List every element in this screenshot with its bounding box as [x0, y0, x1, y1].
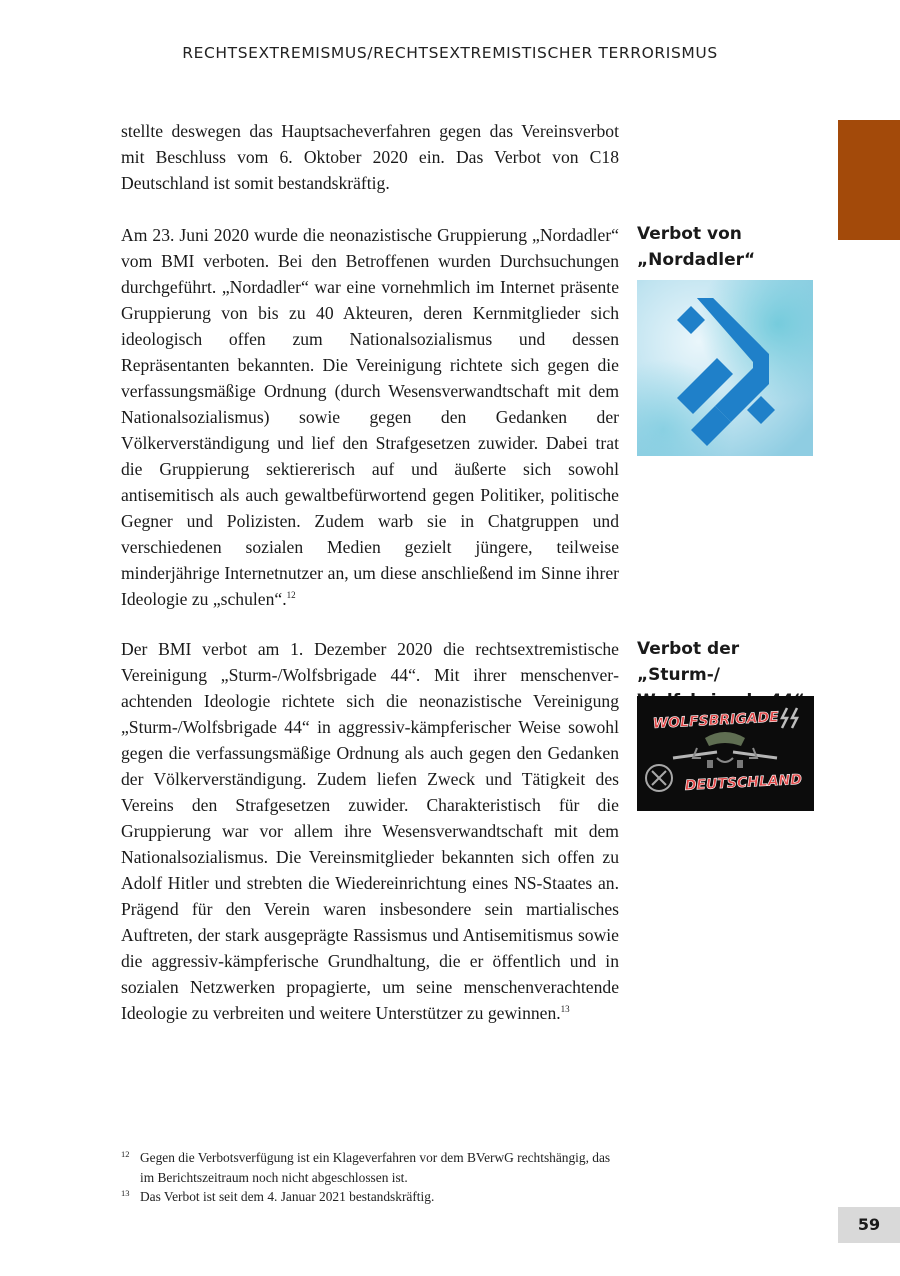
page-number: 59: [838, 1207, 900, 1243]
running-header: RECHTSEXTREMISMUS/RECHTSEXTREMISTISCHER TERRORISMUS: [182, 44, 718, 62]
margin-heading-wolfsbrigade-line1: Verbot der „Sturm-/: [637, 639, 740, 685]
wolfsbrigade-logo-bottom-text: DEUTSCHLAND: [684, 771, 803, 794]
margin-heading-nordadler-line1: Verbot von: [637, 224, 742, 244]
wolfsbrigade-logo-top-text: WOLFSBRIGADE: [652, 709, 780, 732]
footnote-12: [121, 1148, 621, 1187]
footnote-text: Gegen die Verbotsverfügung ist ein Klageverfahren vor dem BVerwG rechtshängig, das im Berichtszeitraum noch nicht abgeschlossen ist.: [140, 1150, 611, 1185]
nordadler-logo-icon: [637, 280, 813, 456]
body-paragraph-nordadler: [121, 222, 619, 612]
body-paragraph-1: [121, 118, 619, 196]
margin-heading-nordadler: [637, 221, 817, 273]
margin-heading-nordadler-line2: „Nordadler“: [637, 250, 756, 270]
footnote-ref-12[interactable]: 12: [286, 590, 296, 600]
footnotes: [121, 1148, 621, 1207]
footnote-number: 12: [121, 1149, 130, 1159]
body-paragraph-1-text: stellte deswegen das Hauptsacheverfahren gegen das Vereinsverbot mit Beschluss vom 6. Oktober 2020 ein. Das Verbot von C18 Deutschland ist somit bestandskräftig.: [121, 121, 619, 193]
wolfsbrigade-logo-image: [637, 696, 814, 811]
body-paragraph-wolfsbrigade-text: Der BMI verbot am 1. Dezember 2020 die rechtsextremistische Vereinigung „Sturm-/Wolfsbrigade 44“. Mit ihrer menschenverachtenden Ideologie richtete sich die neonazistische Vereinigung „Sturm-/Wolfsbrigade 44“ in aggressiv-kämpferischer Weise sowohl gegen die verfassungsmäßige Ordnung als auch gegen den Gedanken der Völkerverständigung. Zudem liefen Zweck und Tätigkeit des Vereins den Strafgesetzen zuwider. Charakteristisch für die Gruppierung war vor allem ihre Wesensverwandtschaft mit dem Nationalsozialismus. Die Vereinsmitglieder bekannten sich offen zu Adolf Hitler und strebten die Wiedereinrichtung eines NS-Staates an. Prägend für den Verein waren insbesondere sein martialisches Auftreten, der stark ausgeprägte Rassismus und Antisemitismus sowie die aggressiv-kämpferische Grundhaltung, die er öffentlich und in sozialen Netzwerken propagierte, um seine menschenverachtende Ideologie zu verbreiten und weitere Unterstützer zu gewinnen.: [121, 639, 619, 1023]
nordadler-logo-image: [637, 280, 813, 456]
chapter-tab: [838, 120, 900, 240]
footnote-13: [121, 1187, 621, 1207]
footnote-ref-13[interactable]: 13: [560, 1004, 570, 1014]
footnote-number: 13: [121, 1188, 130, 1198]
footnote-text: Das Verbot ist seit dem 4. Januar 2021 bestandskräftig.: [140, 1189, 435, 1204]
body-paragraph-wolfsbrigade: [121, 636, 619, 1026]
body-paragraph-nordadler-text: Am 23. Juni 2020 wurde die neonazistische Gruppierung „Nordadler“ vom BMI verboten. Bei den Betroffenen wurden Durchsuchungen durchgeführt. „Nordadler“ war eine vornehmlich im Internet präsente Gruppierung von bis zu 40 Akteuren, deren Kernmitglieder sich ideologisch offen zum Nationalsozialismus und dessen Repräsentanten bekannten. Die Vereinigung richtete sich gegen die verfassungsmäßige Ordnung (durch Wesensverwandtschaft mit dem Nationalsozialismus) sowie gegen den Gedanken der Völkerverständigung und lief den Strafgesetzen zuwider. Dabei trat die Gruppierung sektiererisch auf und äußerte sich sowohl antisemitisch als auch gewaltbefürwortend gegen Politiker, politische Gegner und Polizisten. Zudem warb sie in Chatgruppen und verschiedenen sozialen Medien gezielt jüngere, teilweise minderjährige Internetnutzer an, um diese anschließend im Sinne ihrer Ideologie zu „schulen“.: [121, 225, 619, 609]
wolfsbrigade-logo-icon: [637, 696, 814, 811]
